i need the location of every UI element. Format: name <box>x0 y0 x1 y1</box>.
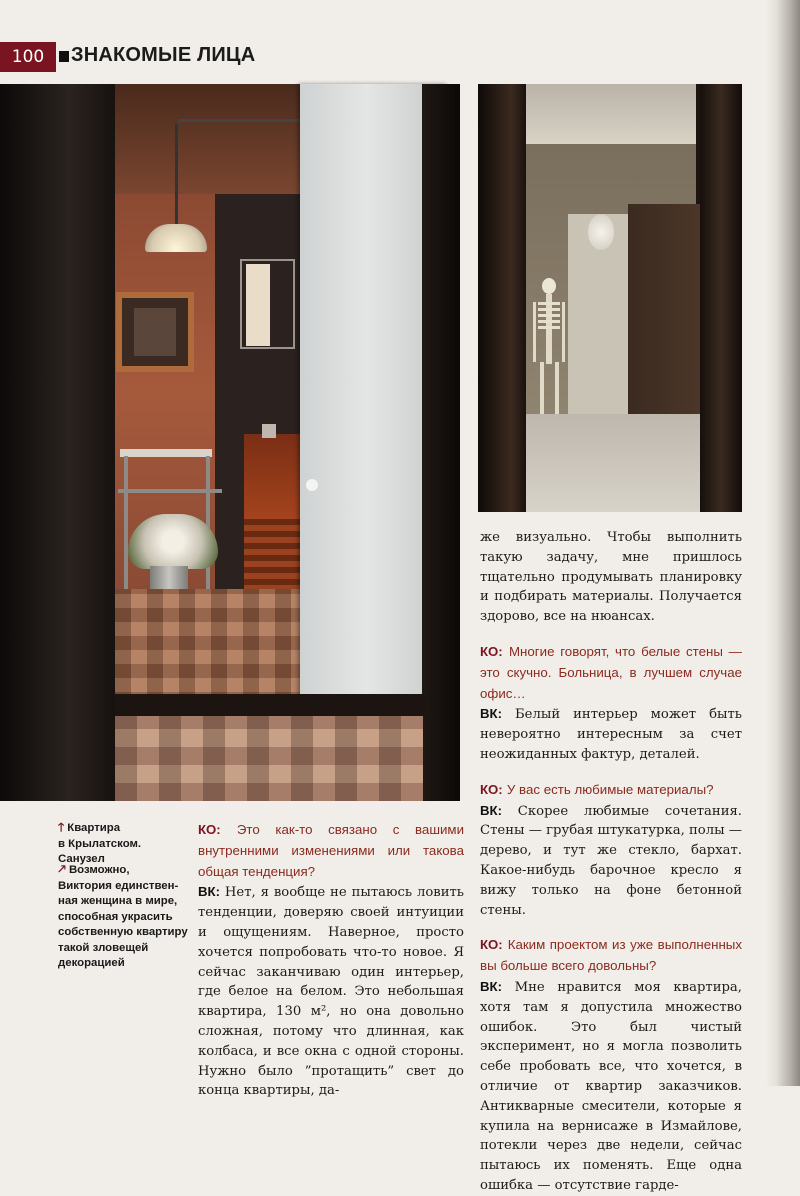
skeleton-photo <box>478 84 742 512</box>
arrow-up-right-icon: 🡕 <box>58 862 66 876</box>
photo-caption <box>58 820 186 868</box>
answer-text: Скорее любимые сочетания. Стены — грубая штукатурка, полы — дерево, и тут же стекло, бархат. Какое-нибудь барочное кресло я вижу только на фоне бетонной стены. <box>480 803 742 918</box>
answer-text: Мне нравится моя квартира, хотя там я допустила множество ошибок. Это был чистый эксперимент, но я могла позволить себе пробовать все, что хочется, в отличие от квартир заказчиков. Антикварные смесители, которые я купила на вернисаже в Измайлове, потекли через две недели, сейчас пытаюсь их поменять. Еще одна ошибка — отсутствие гарде- <box>480 979 742 1193</box>
interviewee-tag: ВК: <box>480 706 502 722</box>
interviewer-tag: КО: <box>480 781 503 797</box>
interview-question <box>480 642 742 704</box>
question-text: Каким проектом из уже выполненных вы больше всего довольны? <box>480 937 742 974</box>
question-text: Это как-то связано с вашими внутренними изменениями или такова общая тенденция? <box>198 822 464 879</box>
interviewee-tag: ВК: <box>480 802 502 818</box>
interview-answer <box>480 977 742 1196</box>
caption-line: Квартира <box>67 822 121 834</box>
section-title: ЗНАКОМЫЕ ЛИЦА <box>71 44 256 66</box>
caption-line: декорацией <box>58 957 125 969</box>
question-text: Многие говорят, что белые стены — это скучно. Больница, в лучшем случае офис… <box>480 643 742 701</box>
interview-question <box>480 935 742 977</box>
interviewer-tag: КО: <box>480 643 503 659</box>
interviewer-tag: КО: <box>198 822 221 837</box>
header-marker <box>59 51 69 62</box>
answer-text: Нет, я вообще не пытаюсь ловить тенденции, доверяю своей интуиции и ощущениям. Наверное, просто хочется попробовать что-то новое. Я сейчас заканчиваю один интерьер, где белое на белом. Это небольшая квартира, 130 м², но она довольно сложная, потому что длинная, как колбаса, и все окна с одной стороны. Нужно было ”протащить” свет до конца квартиры, да- <box>198 885 464 1099</box>
caption-line: Виктория единствен- <box>58 879 179 892</box>
skeleton-caption <box>58 862 190 972</box>
question-text: У вас есть любимые материалы? <box>506 781 714 797</box>
caption-line: ная женщина в мире, <box>58 895 178 907</box>
interview-answer <box>480 801 742 921</box>
caption-line: способная украсить <box>58 910 173 923</box>
arrow-up-icon: 🡑 <box>58 820 65 834</box>
caption-line: собственную квартиру <box>58 926 188 938</box>
interview-question <box>480 780 742 801</box>
page-number: 100 <box>0 42 56 72</box>
bathroom-photo <box>0 84 460 801</box>
caption-line: в Крылатском. Санузел <box>58 837 142 865</box>
answer-continuation: же визуально. Чтобы выполнить такую задачу, мне пришлось тщательно продумывать планировку и подбирать материалы. Получается здорово, все на нюансах. <box>480 530 742 625</box>
caption-line: такой зловещей <box>58 941 149 954</box>
interviewee-tag: ВК: <box>198 884 220 900</box>
interviewer-tag: КО: <box>480 937 503 953</box>
interviewee-tag: ВК: <box>480 978 502 994</box>
answer-text: Белый интерьер может быть невероятно интересным за счет неожиданных фактур, деталей. <box>480 707 742 762</box>
article-column-1 <box>198 820 464 1101</box>
interview-question <box>198 820 464 882</box>
caption-line: Возможно, <box>68 864 130 876</box>
page-spine-shadow <box>766 0 800 1086</box>
interview-answer <box>198 882 464 1101</box>
interview-answer <box>480 704 742 764</box>
article-column-2 <box>480 528 742 1196</box>
